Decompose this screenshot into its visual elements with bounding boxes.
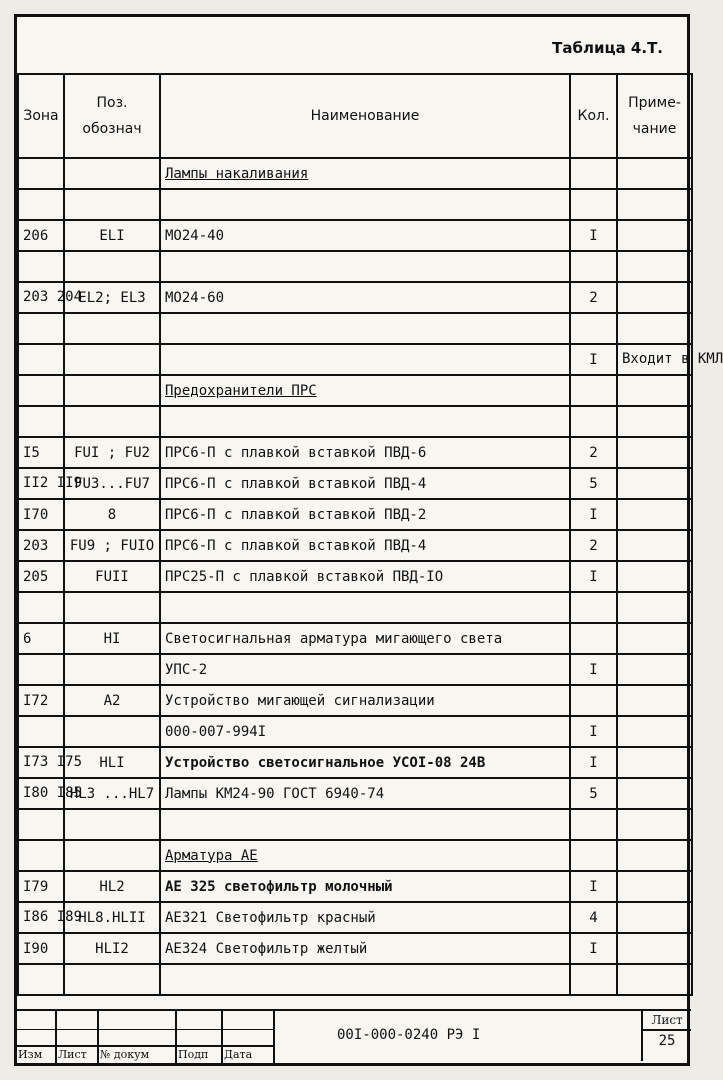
cell-note [617,747,692,778]
cell-qty: 2 [570,282,617,313]
cell-zone: I86 I89 [18,902,64,933]
cell-name: АЕ324 Светофильтр желтый [160,933,570,964]
cell-zone [18,716,64,747]
header-qty: Кол. [570,74,617,158]
label-doc: № докум [99,1047,177,1063]
cell-pos: 8 [64,499,160,530]
table-row [18,406,692,437]
table-row [18,778,692,809]
cell-zone [18,158,64,189]
table-row [18,375,692,406]
cell-pos: HL3 ...HL7 [64,778,160,809]
cell-note [617,716,692,747]
header-zone: Зона [18,74,64,158]
cell-zone: 203 [18,530,64,561]
cell-name: Устройство светосигнальное УСОI-08 24В [160,747,570,778]
cell-pos: ELI [64,220,160,251]
cell-pos [64,313,160,344]
table-row [18,902,692,933]
stamp-divider [17,1029,275,1030]
title-block-labels [17,1045,275,1063]
cell-name: Лампы накаливания [160,158,570,189]
cell-name [160,592,570,623]
cell-name [160,251,570,282]
cell-qty: I [570,716,617,747]
cell-name: МО24-40 [160,220,570,251]
cell-pos [64,406,160,437]
cell-qty [570,964,617,995]
cell-pos: FU9 ; FUIO [64,530,160,561]
cell-name [160,313,570,344]
cell-name: Арматура АЕ [160,840,570,871]
cell-qty: I [570,561,617,592]
cell-zone [18,809,64,840]
cell-pos: FUI ; FU2 [64,437,160,468]
cell-zone: 6 [18,623,64,654]
table-row [18,933,692,964]
table-row [18,716,692,747]
cell-qty: I [570,654,617,685]
table-row [18,499,692,530]
cell-qty: I [570,220,617,251]
cell-zone [18,406,64,437]
cell-note [617,561,692,592]
cell-note [617,220,692,251]
cell-zone: I90 [18,933,64,964]
label-list: Лист [57,1047,99,1063]
cell-qty: 5 [570,778,617,809]
table-row [18,220,692,251]
cell-qty: 4 [570,902,617,933]
table-row [18,685,692,716]
cell-zone [18,964,64,995]
cell-pos [64,375,160,406]
table-row [18,623,692,654]
sheet-box [641,1011,691,1061]
cell-note: Входит в КМЛ [617,344,692,375]
cell-note [617,902,692,933]
cell-note [617,530,692,561]
table-row [18,468,692,499]
cell-qty [570,685,617,716]
cell-name: Предохранители ПРС [160,375,570,406]
cell-note [617,623,692,654]
header-name: Наименование [160,74,570,158]
cell-note [617,933,692,964]
cell-pos [64,592,160,623]
cell-zone [18,654,64,685]
cell-zone [18,592,64,623]
cell-zone [18,313,64,344]
cell-name: ПРС6-П с плавкой вставкой ПВД-4 [160,468,570,499]
table-row [18,313,692,344]
cell-pos: FU3...FU7 [64,468,160,499]
document-sheet [14,14,723,1066]
table-row [18,592,692,623]
cell-zone: I72 [18,685,64,716]
cell-note [617,189,692,220]
title-block [17,1009,691,1063]
cell-zone: I80 I85 [18,778,64,809]
header-row [18,74,692,158]
spec-table [17,73,723,996]
cell-qty [570,313,617,344]
cell-pos: HL8.HLII [64,902,160,933]
table-row [18,747,692,778]
cell-qty [570,406,617,437]
cell-zone: 203 204 [18,282,64,313]
cell-pos [64,158,160,189]
cell-qty [570,592,617,623]
header-note: Приме- чание [617,74,692,158]
table-row [18,344,692,375]
table-row [18,964,692,995]
cell-name: ПРС6-П с плавкой вставкой ПВД-6 [160,437,570,468]
table-row [18,561,692,592]
cell-qty [570,375,617,406]
cell-qty: I [570,344,617,375]
cell-zone: I70 [18,499,64,530]
sheet-label: Лист [643,1011,691,1031]
cell-note [617,654,692,685]
cell-name: МО24-60 [160,282,570,313]
cell-name: УПС-2 [160,654,570,685]
cell-name [160,344,570,375]
cell-pos [64,654,160,685]
cell-qty: 2 [570,437,617,468]
cell-name: Лампы КМ24-90 ГОСТ 6940-74 [160,778,570,809]
cell-qty [570,840,617,871]
cell-note [617,468,692,499]
header-pos: Поз. обознач [64,74,160,158]
cell-zone [18,344,64,375]
cell-zone: I79 [18,871,64,902]
table-row [18,282,692,313]
cell-zone: II2 II9 [18,468,64,499]
cell-pos [64,251,160,282]
cell-note [617,809,692,840]
cell-pos: FUII [64,561,160,592]
cell-note [617,251,692,282]
cell-note [617,282,692,313]
table-row [18,189,692,220]
cell-qty: I [570,933,617,964]
cell-name: Светосигнальная арматура мигающего света [160,623,570,654]
cell-qty [570,158,617,189]
cell-qty [570,623,617,654]
cell-qty [570,809,617,840]
cell-note [617,158,692,189]
cell-note [617,313,692,344]
cell-note [617,778,692,809]
cell-pos [64,716,160,747]
cell-zone: 206 [18,220,64,251]
table-row [18,530,692,561]
cell-name [160,809,570,840]
cell-note [617,964,692,995]
table-row [18,809,692,840]
cell-note [617,406,692,437]
cell-qty: I [570,499,617,530]
cell-name: Устройство мигающей сигнализации [160,685,570,716]
cell-qty [570,251,617,282]
cell-zone: I5 [18,437,64,468]
cell-pos: HLI [64,747,160,778]
cell-name: 000-007-994I [160,716,570,747]
cell-pos: A2 [64,685,160,716]
cell-qty [570,189,617,220]
cell-note [617,840,692,871]
cell-pos [64,964,160,995]
cell-qty: I [570,747,617,778]
cell-name: ПРС6-П с плавкой вставкой ПВД-2 [160,499,570,530]
cell-name: ПРС25-П с плавкой вставкой ПВД-IO [160,561,570,592]
label-podp: Подп [177,1047,223,1063]
table-title: Таблица 4.Т. [552,39,663,57]
cell-pos: HLI2 [64,933,160,964]
cell-name: АЕ321 Светофильтр красный [160,902,570,933]
cell-note [617,592,692,623]
cell-name: ПРС6-П с плавкой вставкой ПВД-4 [160,530,570,561]
table-row [18,437,692,468]
label-data: Дата [223,1047,275,1063]
cell-name [160,406,570,437]
cell-note [617,437,692,468]
cell-note [617,375,692,406]
cell-name [160,964,570,995]
cell-name [160,189,570,220]
cell-zone: 205 [18,561,64,592]
cell-zone [18,251,64,282]
cell-zone [18,189,64,220]
table-row [18,158,692,189]
cell-qty: 5 [570,468,617,499]
cell-pos: HI [64,623,160,654]
cell-zone [18,375,64,406]
table-row [18,251,692,282]
cell-qty: 2 [570,530,617,561]
cell-pos [64,840,160,871]
cell-pos [64,809,160,840]
table-row [18,840,692,871]
table-row [18,871,692,902]
document-number: 00I-000-0240 РЭ I [337,1027,481,1043]
cell-note [617,685,692,716]
cell-pos [64,344,160,375]
cell-pos [64,189,160,220]
cell-zone [18,840,64,871]
cell-pos: HL2 [64,871,160,902]
sheet-number: 25 [658,1033,676,1049]
cell-zone: I73 I75 [18,747,64,778]
cell-note [617,499,692,530]
label-izm: Изм [17,1047,57,1063]
cell-qty: I [570,871,617,902]
cell-name: АЕ 325 светофильтр молочный [160,871,570,902]
table-row [18,654,692,685]
cell-pos: EL2; EL3 [64,282,160,313]
cell-note [617,871,692,902]
